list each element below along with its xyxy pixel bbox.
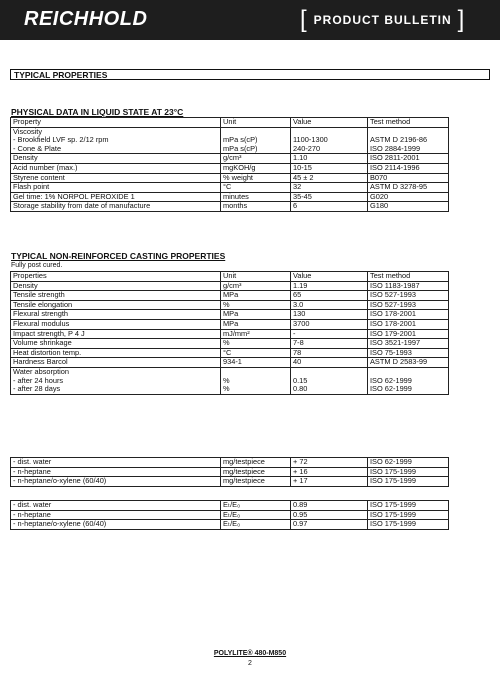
- table-row: [11, 520, 449, 530]
- method-cell: G180: [368, 202, 449, 212]
- header-cell: Unit: [221, 272, 291, 282]
- unit-cell: Eₜ/E₀: [221, 520, 291, 530]
- property-cell: Hardness Barcol: [11, 358, 221, 368]
- unit-cell: MPa: [221, 310, 291, 320]
- method-cell: ASTM D 3278-95: [368, 183, 449, 193]
- company-logo: REICHHOLD: [24, 8, 148, 30]
- physical-data-title: PHYSICAL DATA IN LIQUID STATE AT 23°C: [11, 107, 184, 117]
- table-row: [11, 183, 449, 193]
- table-row: [11, 310, 449, 320]
- value-cell: 3.0: [291, 300, 368, 310]
- property-cell: Heat distortion temp.: [11, 348, 221, 358]
- unit-cell: %: [221, 300, 291, 310]
- header-cell: Unit: [221, 118, 291, 128]
- value-cell: 1.10: [291, 154, 368, 164]
- property-cell: Density: [11, 154, 221, 164]
- viscosity-sub-1: - Brookfield LVF sp. 2/12 rpm: [13, 135, 109, 145]
- property-cell: [11, 367, 221, 394]
- value-cell: 65: [291, 291, 368, 301]
- method-cell: B070: [368, 173, 449, 183]
- unit-cell: °C: [221, 348, 291, 358]
- method-cell: ISO 175-1999: [368, 520, 449, 530]
- value-cell: + 16: [291, 467, 368, 477]
- value-cell: 0.97: [291, 520, 368, 530]
- table-row: [11, 477, 449, 487]
- chemical-resistance-modulus-table: [10, 500, 449, 530]
- method-text: ISO 62-1999: [370, 384, 412, 394]
- property-cell: - dist. water: [11, 458, 221, 468]
- unit-cell: g/cm³: [221, 281, 291, 291]
- value-cell: 10-15: [291, 163, 368, 173]
- water-absorption-sub-2: - after 28 days: [13, 384, 61, 394]
- value-text: 0.80: [293, 384, 308, 394]
- unit-cell: Eₜ/E₀: [221, 510, 291, 520]
- value-cell: 40: [291, 358, 368, 368]
- property-cell: [11, 127, 221, 154]
- unit-cell: °C: [221, 183, 291, 193]
- value-cell: [291, 367, 368, 394]
- table-row: [11, 173, 449, 183]
- property-cell: Flexural modulus: [11, 319, 221, 329]
- property-cell: Density: [11, 281, 221, 291]
- table-row: [11, 154, 449, 164]
- viscosity-sub-2: - Cone & Plate: [13, 143, 62, 153]
- bulletin-text: PRODUCT BULLETIN: [313, 13, 452, 27]
- unit-cell: mg/testpiece: [221, 477, 291, 487]
- value-cell: 45 ± 2: [291, 173, 368, 183]
- method-cell: ISO 175-1999: [368, 477, 449, 487]
- method-cell: ISO 2114-1996: [368, 163, 449, 173]
- section-title: TYPICAL PROPERTIES: [10, 69, 490, 80]
- property-cell: Tensile elongation: [11, 300, 221, 310]
- method-cell: ISO 178-2001: [368, 310, 449, 320]
- method-text: ASTM D 2196-86: [370, 135, 428, 145]
- method-cell: ISO 62-1999: [368, 458, 449, 468]
- table-row: [11, 192, 449, 202]
- value-cell: 0.95: [291, 510, 368, 520]
- header-cell: Test method: [368, 272, 449, 282]
- table-row: [11, 501, 449, 511]
- property-cell: Flash point: [11, 183, 221, 193]
- property-cell: - n-heptane: [11, 510, 221, 520]
- unit-cell: mgKOH/g: [221, 163, 291, 173]
- table-row: [11, 163, 449, 173]
- unit-cell: MPa: [221, 291, 291, 301]
- value-text: 1100-1300: [293, 135, 328, 145]
- table-row: [11, 329, 449, 339]
- viscosity-label: Viscosity: [13, 127, 43, 136]
- casting-properties-table: [10, 271, 449, 395]
- value-cell: 35-45: [291, 192, 368, 202]
- casting-properties-title: TYPICAL NON-REINFORCED CASTING PROPERTIES: [11, 251, 226, 261]
- header-bar: [0, 0, 500, 40]
- unit-value: mPa s(cP): [223, 135, 258, 145]
- table-row: [11, 358, 449, 368]
- method-cell: ISO 527-1993: [368, 291, 449, 301]
- property-cell: Gel time: 1% NORPOL PEROXIDE 1: [11, 192, 221, 202]
- unit-cell: 934-1: [221, 358, 291, 368]
- value-cell: + 17: [291, 477, 368, 487]
- header-cell: Property: [11, 118, 221, 128]
- page-number: 2: [248, 660, 252, 667]
- value-cell: 0.89: [291, 501, 368, 511]
- property-cell: Volume shrinkage: [11, 339, 221, 349]
- property-cell: - n-heptane/o-xylene (60/40): [11, 520, 221, 530]
- unit-cell: %: [221, 339, 291, 349]
- method-cell: ISO 178-2001: [368, 319, 449, 329]
- value-cell: 32: [291, 183, 368, 193]
- property-cell: Tensile strength: [11, 291, 221, 301]
- water-absorption-label: Water absorption: [13, 367, 70, 376]
- method-cell: ISO 175-1999: [368, 510, 449, 520]
- water-absorption-sub-1: - after 24 hours: [13, 375, 64, 385]
- table-row: [11, 291, 449, 301]
- property-cell: Styrene content: [11, 173, 221, 183]
- method-cell: [368, 127, 449, 154]
- bracket-right-icon: ]: [457, 6, 466, 33]
- property-cell: - dist. water: [11, 501, 221, 511]
- property-cell: - n-heptane: [11, 467, 221, 477]
- value-cell: [291, 127, 368, 154]
- unit-value: %: [223, 384, 230, 394]
- value-text: 240-270: [293, 143, 321, 153]
- method-cell: ISO 175-1999: [368, 501, 449, 511]
- table-row: [11, 319, 449, 329]
- table-row: [11, 458, 449, 468]
- post-cure-note: Fully post cured.: [11, 262, 63, 269]
- unit-cell: [221, 367, 291, 394]
- table-row: [11, 348, 449, 358]
- method-cell: ISO 75-1993: [368, 348, 449, 358]
- bracket-left-icon: [: [300, 6, 308, 33]
- property-cell: Storage stability from date of manufacture: [11, 202, 221, 212]
- method-cell: ISO 1183-1987: [368, 281, 449, 291]
- method-cell: ASTM D 2583-99: [368, 358, 449, 368]
- physical-data-table: [10, 117, 449, 212]
- unit-cell: mJ/mm²: [221, 329, 291, 339]
- unit-cell: mg/testpiece: [221, 467, 291, 477]
- value-text: 0.15: [293, 375, 308, 385]
- chemical-resistance-mass-table: [10, 457, 449, 487]
- value-cell: 7-8: [291, 339, 368, 349]
- value-cell: 3700: [291, 319, 368, 329]
- unit-value: mPa s(cP): [223, 143, 258, 153]
- unit-value: %: [223, 375, 230, 385]
- footer-product-code: [0, 650, 500, 657]
- method-cell: ISO 3521-1997: [368, 339, 449, 349]
- unit-cell: [221, 127, 291, 154]
- unit-cell: months: [221, 202, 291, 212]
- unit-cell: mg/testpiece: [221, 458, 291, 468]
- unit-cell: Eₜ/E₀: [221, 501, 291, 511]
- value-cell: -: [291, 329, 368, 339]
- bulletin-label: [300, 8, 465, 32]
- property-cell: Flexural strength: [11, 310, 221, 320]
- method-cell: [368, 367, 449, 394]
- property-cell: Acid number (max.): [11, 163, 221, 173]
- property-cell: - n-heptane/o-xylene (60/40): [11, 477, 221, 487]
- method-cell: ISO 527-1993: [368, 300, 449, 310]
- value-cell: + 72: [291, 458, 368, 468]
- header-cell: Test method: [368, 118, 449, 128]
- value-cell: 78: [291, 348, 368, 358]
- table-row: [11, 300, 449, 310]
- table-row: [11, 127, 449, 154]
- unit-cell: % weight: [221, 173, 291, 183]
- method-cell: ISO 2811-2001: [368, 154, 449, 164]
- property-cell: Impact strength, P 4 J: [11, 329, 221, 339]
- table-row: [11, 202, 449, 212]
- table-row: [11, 339, 449, 349]
- header-cell: Value: [291, 272, 368, 282]
- table-row: [11, 467, 449, 477]
- table-row: [11, 281, 449, 291]
- value-cell: 1.19: [291, 281, 368, 291]
- table-header-row: [11, 118, 449, 128]
- header-cell: Properties: [11, 272, 221, 282]
- header-cell: Value: [291, 118, 368, 128]
- table-header-row: [11, 272, 449, 282]
- product-code-text: POLYLITE® 480-M850: [213, 650, 287, 657]
- method-text: ISO 62-1999: [370, 375, 412, 385]
- unit-cell: MPa: [221, 319, 291, 329]
- table-row: [11, 367, 449, 394]
- value-cell: 130: [291, 310, 368, 320]
- method-text: ISO 2884-1999: [370, 143, 421, 153]
- table-row: [11, 510, 449, 520]
- value-cell: 6: [291, 202, 368, 212]
- method-cell: G020: [368, 192, 449, 202]
- method-cell: ISO 179-2001: [368, 329, 449, 339]
- method-cell: ISO 175-1999: [368, 467, 449, 477]
- unit-cell: minutes: [221, 192, 291, 202]
- unit-cell: g/cm³: [221, 154, 291, 164]
